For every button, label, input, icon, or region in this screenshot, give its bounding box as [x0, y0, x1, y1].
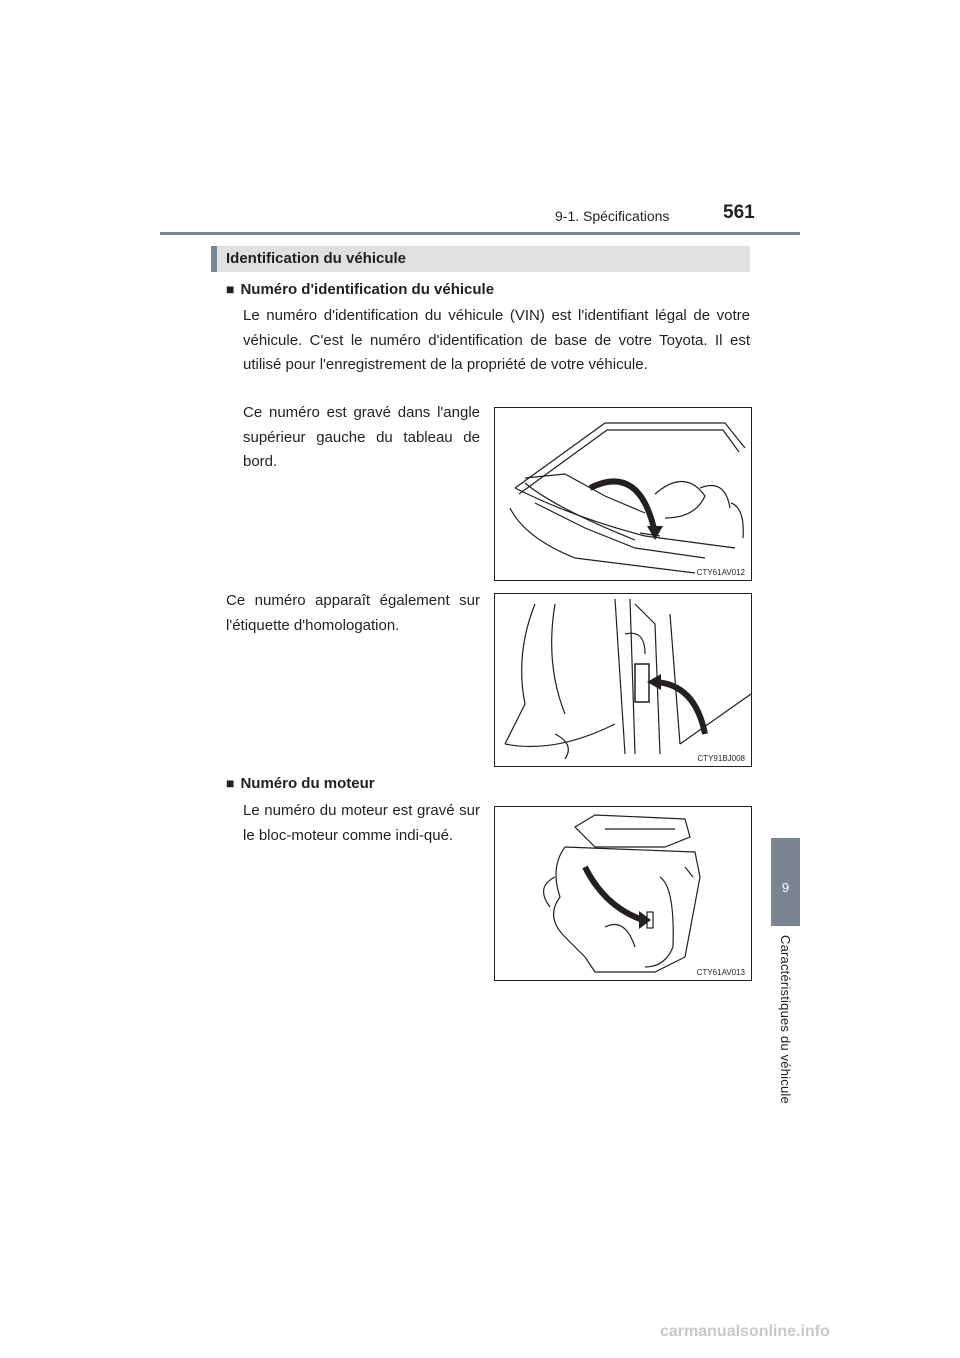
figure-code: CTY91BJ008: [697, 754, 745, 763]
chapter-tab-number: 9: [781, 880, 790, 895]
windshield-illustration: [495, 408, 751, 580]
section-bar-accent: [211, 246, 217, 272]
door-pillar-illustration: [495, 594, 751, 766]
chapter-side-label: Caractéristiques du véhicule: [778, 935, 793, 1104]
vin-heading-row: [226, 281, 494, 299]
square-bullet-icon: ■: [226, 775, 235, 791]
header-section-title: 9-1. Spécifications: [555, 208, 670, 224]
engine-illustration: [495, 807, 751, 980]
section-title: Identification du véhicule: [226, 250, 407, 267]
engine-body: Le numéro du moteur est gravé sur le bloc-moteur comme indi-qué.: [243, 802, 480, 844]
engine-heading-row: [226, 775, 375, 793]
figure-dashboard: [494, 407, 752, 581]
vin-dashboard-text: Ce numéro est gravé dans l'angle supérieur gauche du tableau de bord.: [243, 404, 480, 470]
figure-door-label: [494, 593, 752, 767]
vin-heading: Numéro d'identification du véhicule: [240, 281, 495, 298]
figure-code: CTY61AV013: [696, 968, 745, 977]
engine-heading: Numéro du moteur: [240, 775, 375, 792]
figure-code: CTY61AV012: [696, 568, 745, 577]
vin-body: Le numéro d'identification du véhicule (VIN) est l'identifiant légal de votre véhicule. C'est le numéro d'identification de base de votre Toyota. Il est utilisé pour l'enregistrement de la propriété de votre véhicule.: [243, 307, 750, 373]
square-bullet-icon: ■: [226, 281, 235, 297]
header-rule: [160, 232, 800, 235]
page-number: 561: [723, 202, 755, 223]
watermark: carmanualsonline.info: [660, 1323, 830, 1340]
vin-label-text: Ce numéro apparaît également sur l'étiquette d'homologation.: [226, 592, 480, 634]
figure-engine: [494, 806, 752, 981]
